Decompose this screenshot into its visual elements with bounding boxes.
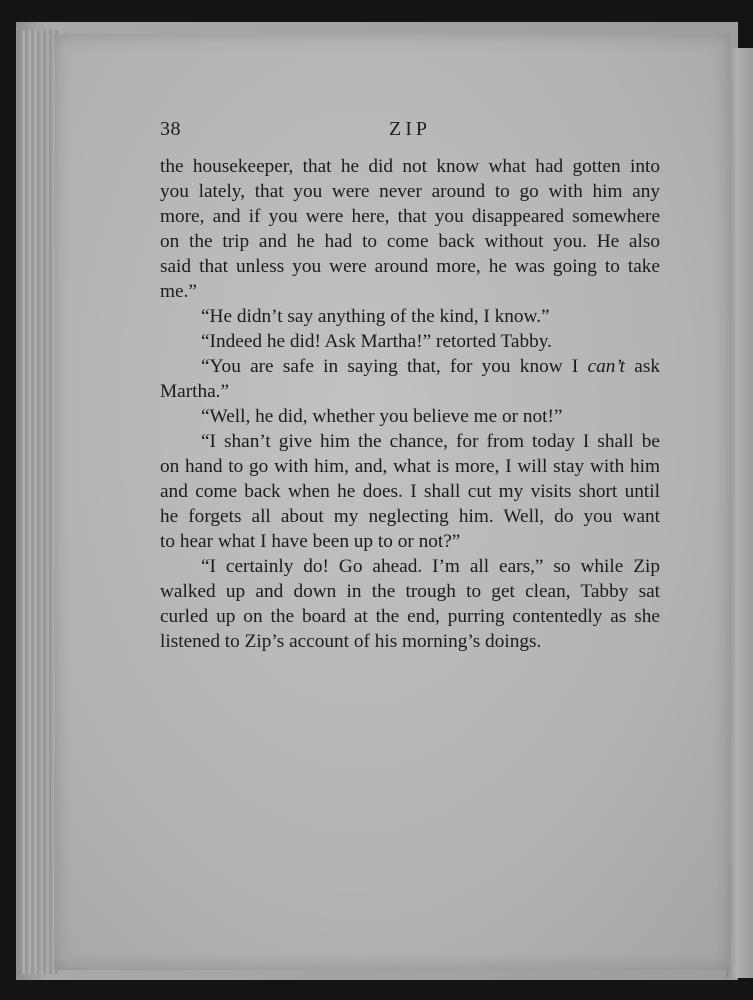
text-line: listened to Zip’s account of his morning’s doings. [160,631,542,652]
text-run: “You are safe in saying that, for you know I [201,356,588,377]
text-line: to hear what I have been up to or not?” [160,531,461,552]
text-line: said that unless you were around more, he was going to take [160,256,660,277]
text-line: “He didn’t say anything of the kind, I know.” [201,306,550,327]
text-line: more, and if you were here, that you disappeared somewhere [160,206,660,227]
text-line: on the trip and he had to come back without you. He also [160,231,660,252]
text-line: “Well, he did, whether you believe me or not!” [201,406,563,427]
italic-text: can’t [587,356,626,377]
text-line: and come back when he does. I shall cut my visits short until [160,481,660,502]
text-line: on hand to go with him, and, what is more, I will stay with him [160,456,660,477]
text-line: the housekeeper, that he did not know what had gotten into [160,156,660,177]
text-line: “I shan’t give him the chance, for from today I shall be [201,431,660,452]
text-line: me.” [160,281,197,302]
page-header [160,118,660,144]
text-line: “I certainly do! Go ahead. I’m all ears,” so while Zip [201,556,660,577]
running-head: ZIP [389,118,431,140]
text-line: he forgets all about my neglecting him. Well, do you want [160,506,660,527]
text-line: walked up and down in the trough to get clean, Tabby sat [160,581,660,602]
text-line: “Indeed he did! Ask Martha!” retorted Tabby. [201,331,552,352]
text-run: ask [625,356,660,377]
text-line: curled up on the board at the end, purring contentedly as she [160,606,660,627]
text-line: Martha.” [160,381,230,402]
text-line: you lately, that you were never around to go with him any [160,181,660,202]
page-stack-right [726,48,753,978]
text-line [201,354,660,379]
page-number: 38 [160,118,181,140]
